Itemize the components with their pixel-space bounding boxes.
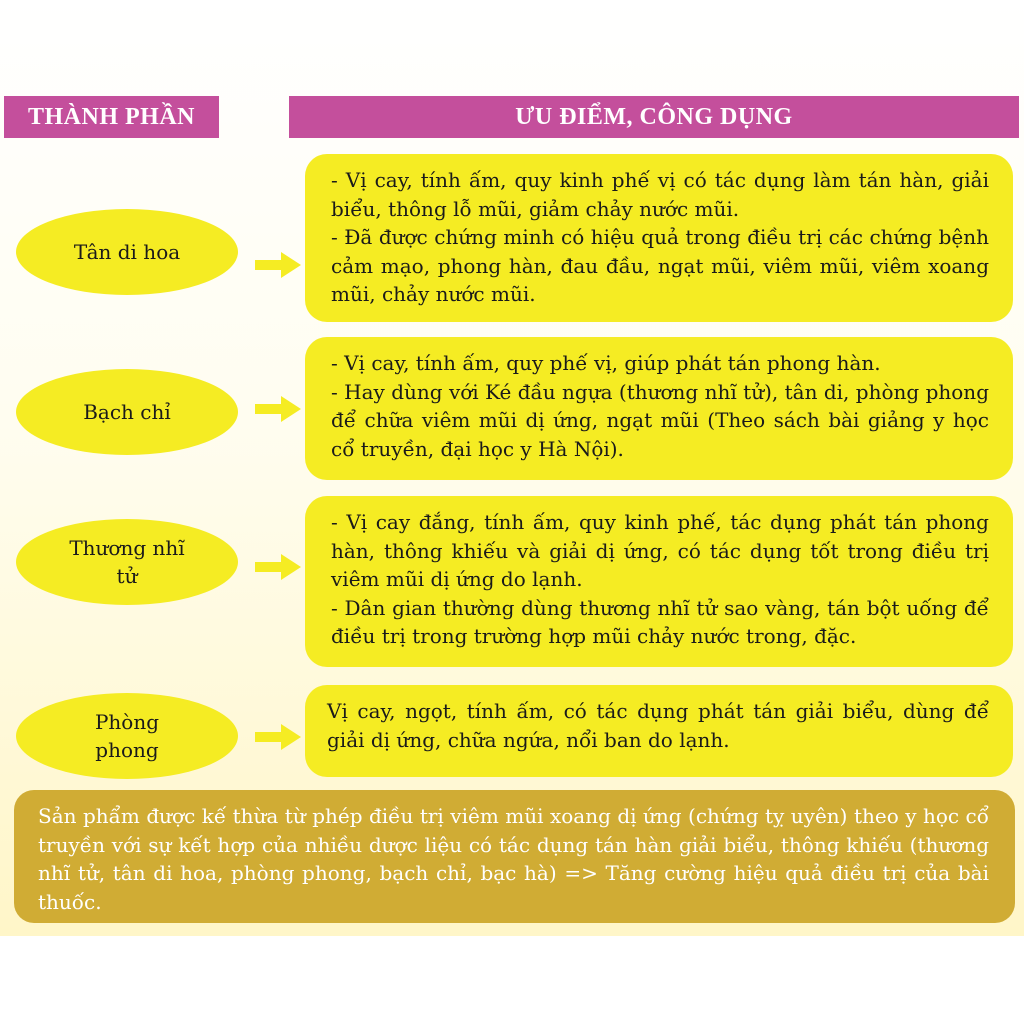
ingredient-name: Tân di hoa <box>73 240 181 264</box>
benefit-line: - Vị cay, tính ấm, quy phế vị, giúp phát tán phong hàn. <box>331 351 881 375</box>
benefit-line: - Hay dùng với Ké đầu ngựa (thương nhĩ tử), tân di, phòng phong để chữa viêm mũi dị ứng, ngạt mũi (Theo sách bài giảng y học cổ truyền, đại học y Hà Nội). <box>331 379 989 461</box>
benefit-line: - Vị cay đắng, tính ấm, quy kinh phế, tác dụng phát tán phong hàn, thông khiếu và giải dị ứng, có tác dụng tốt trong điều trị viêm mũi dị ứng do lạnh. <box>331 510 989 591</box>
benefit-box-bach-chi <box>305 337 1013 480</box>
summary-text: Sản phẩm được kế thừa từ phép điều trị viêm mũi xoang dị ứng (chứng tỵ uyên) theo y học cổ truyền với sự kết hợp của nhiều dược liệu có tác dụng tán hàn giải biểu, thông khiếu (thương nhĩ tử, tân di hoa, phòng phong, bạch chỉ, bạc hà) => Tăng cường hiệu quả điều trị của bài thuốc. <box>38 804 989 914</box>
arrow-right-icon <box>255 724 301 750</box>
ingredient-bach-chi <box>16 369 238 455</box>
ingredient-name: Thương nhĩ tử <box>69 536 185 588</box>
benefit-box-tan-di-hoa <box>305 154 1013 322</box>
arrow-right-icon <box>255 554 301 580</box>
arrow-right-icon <box>255 396 301 422</box>
ingredient-thuong-nhi-tu <box>16 519 238 605</box>
header-benefits: ƯU ĐIỂM, CÔNG DỤNG <box>289 96 1019 138</box>
ingredient-name: Bạch chỉ <box>83 400 171 424</box>
benefit-line: - Dân gian thường dùng thương nhĩ tử sao vàng, tán bột uống để điều trị trong trường hợp mũi chảy nước trong, đặc. <box>331 595 989 648</box>
benefit-line: Vị cay, ngọt, tính ấm, có tác dụng phát tán giải biểu, dùng để giải dị ứng, chữa ngứa, nổi ban do lạnh. <box>327 699 989 752</box>
ingredient-name: Phòng phong <box>94 710 160 762</box>
ingredient-tan-di-hoa <box>16 209 238 295</box>
benefit-line: - Đã được chứng minh có hiệu quả trong điều trị các chứng bệnh cảm mạo, phong hàn, đau đầu, ngạt mũi, viêm mũi, viêm xoang mũi, chảy nước mũi. <box>331 225 989 306</box>
benefit-line: - Vị cay, tính ấm, quy kinh phế vị có tác dụng làm tán hàn, giải biểu, thông lỗ mũi, giảm chảy nước mũi. <box>331 168 989 221</box>
ingredient-phong-phong <box>16 693 238 779</box>
benefit-box-phong-phong <box>305 685 1013 777</box>
benefit-box-thuong-nhi-tu <box>305 496 1013 667</box>
header-ingredient: THÀNH PHẦN <box>4 96 219 138</box>
summary-box <box>14 790 1015 923</box>
arrow-right-icon <box>255 252 301 278</box>
